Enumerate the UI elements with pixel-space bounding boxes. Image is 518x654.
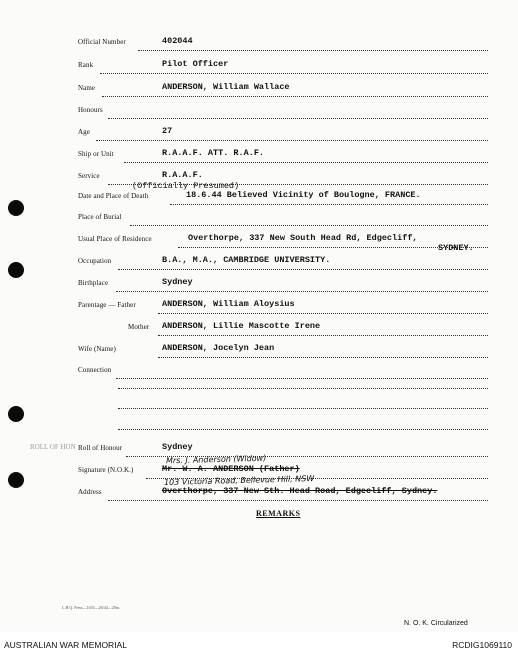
handwritten-address: 103 Victoria Road, Bellevue Hill, NSW	[163, 474, 315, 487]
field-connection	[78, 366, 488, 380]
field-label: Usual Place of Residence	[78, 235, 152, 243]
field-dotted-line	[96, 140, 488, 141]
punch-hole	[8, 472, 24, 488]
residence-continued: SYDNEY.	[438, 243, 474, 253]
handwritten-nok: Mrs. J. Anderson (Widow)	[165, 453, 267, 466]
field-value: 402044	[162, 36, 193, 46]
blank-dotted-line	[118, 408, 488, 409]
remarks-heading: REMARKS	[256, 509, 301, 518]
field-occupation	[78, 257, 488, 271]
field-parentage-mother	[78, 323, 488, 337]
field-label: Birthplace	[78, 279, 109, 287]
field-dotted-line	[130, 225, 488, 226]
form-print-code: L.H.Q. Press—1635—26/44—20m.	[62, 605, 120, 610]
field-dotted-line	[170, 204, 488, 205]
field-value: B.A., M.A., CAMBRIDGE UNIVERSITY.	[162, 255, 331, 265]
field-honours	[78, 106, 488, 120]
field-rank	[78, 61, 488, 75]
field-usual-residence	[78, 235, 488, 249]
field-value: ANDERSON, William Wallace	[162, 82, 290, 92]
field-label: Official Number	[78, 38, 126, 46]
field-date-place-of-death	[78, 192, 488, 206]
blank-dotted-line	[118, 388, 488, 389]
field-label: Parentage — Father	[78, 301, 136, 309]
field-dotted-line	[158, 335, 488, 336]
field-label: Rank	[78, 61, 94, 69]
field-value: Overthorpe, 337 New South Head Rd, Edgecliff,	[188, 233, 418, 243]
punch-hole	[8, 406, 24, 422]
field-label: Roll of Honour	[78, 444, 123, 452]
field-dotted-line	[108, 500, 488, 501]
field-dotted-line	[158, 357, 488, 358]
field-value: 18.6.44 Believed Vicinity of Boulogne, FRANCE.	[186, 190, 421, 200]
field-value: Mr. W. A. ANDERSON (Father)	[162, 464, 300, 474]
footer-right-caption: RCDIG1069110	[452, 640, 512, 650]
field-value: ANDERSON, Jocelyn Jean	[162, 343, 275, 353]
field-value: Sydney	[162, 442, 193, 452]
field-dotted-line	[116, 291, 488, 292]
field-value: Sydney	[162, 277, 193, 287]
field-label: Occupation	[78, 257, 112, 265]
field-dotted-line	[102, 96, 488, 97]
field-age	[78, 128, 488, 142]
field-label: Connection	[78, 366, 112, 374]
field-ship-or-unit	[78, 150, 488, 164]
field-label: Mother	[128, 323, 150, 331]
field-label: Wife (Name)	[78, 345, 116, 353]
field-place-of-burial	[78, 213, 488, 227]
field-address	[78, 488, 488, 502]
field-label: Address	[78, 488, 102, 496]
field-dotted-line	[108, 118, 488, 119]
field-wife-name	[78, 345, 488, 359]
footer-left-caption: AUSTRALIAN WAR MEMORIAL	[4, 640, 127, 650]
blank-dotted-line	[118, 429, 488, 430]
faint-bleed-text: ROLL OF HON	[30, 443, 76, 451]
field-label: Service	[78, 172, 100, 180]
field-value: ANDERSON, Lillie Mascotte Irene	[162, 321, 321, 331]
field-value: R.A.A.F. ATT. R.A.F.	[162, 148, 265, 158]
field-parentage-father	[78, 301, 488, 315]
nok-circulated-stamp: N. O. K. Circularized	[404, 620, 468, 627]
field-official-number	[78, 38, 488, 52]
field-dotted-line	[116, 378, 488, 379]
field-value: R.A.A.F.	[162, 170, 203, 180]
field-label: Name	[78, 84, 96, 92]
field-dotted-line	[158, 313, 488, 314]
field-dotted-line	[124, 162, 488, 163]
field-label: Age	[78, 128, 90, 136]
field-dotted-line	[118, 269, 488, 270]
field-label: Honours	[78, 106, 103, 114]
field-value: Overthorpe, 337 New Sth. Head Road, Edgecliff, Sydney.	[162, 486, 438, 496]
death-annotation: (Officially Presumed)	[132, 181, 240, 191]
punch-hole	[8, 262, 24, 278]
field-value: 27	[162, 126, 173, 136]
field-name	[78, 84, 488, 98]
field-label: Ship or Unit	[78, 150, 114, 158]
field-value: ANDERSON, William Aloysius	[162, 299, 295, 309]
field-label: Signature (N.O.K.)	[78, 466, 134, 474]
punch-hole	[8, 200, 24, 216]
field-label: Place of Burial	[78, 213, 122, 221]
field-label: Date and Place of Death	[78, 192, 149, 200]
field-dotted-line	[100, 73, 488, 74]
field-birthplace	[78, 279, 488, 293]
field-roll-of-honour	[78, 444, 488, 458]
field-value: Pilot Officer	[162, 59, 229, 69]
field-dotted-line	[138, 50, 488, 51]
